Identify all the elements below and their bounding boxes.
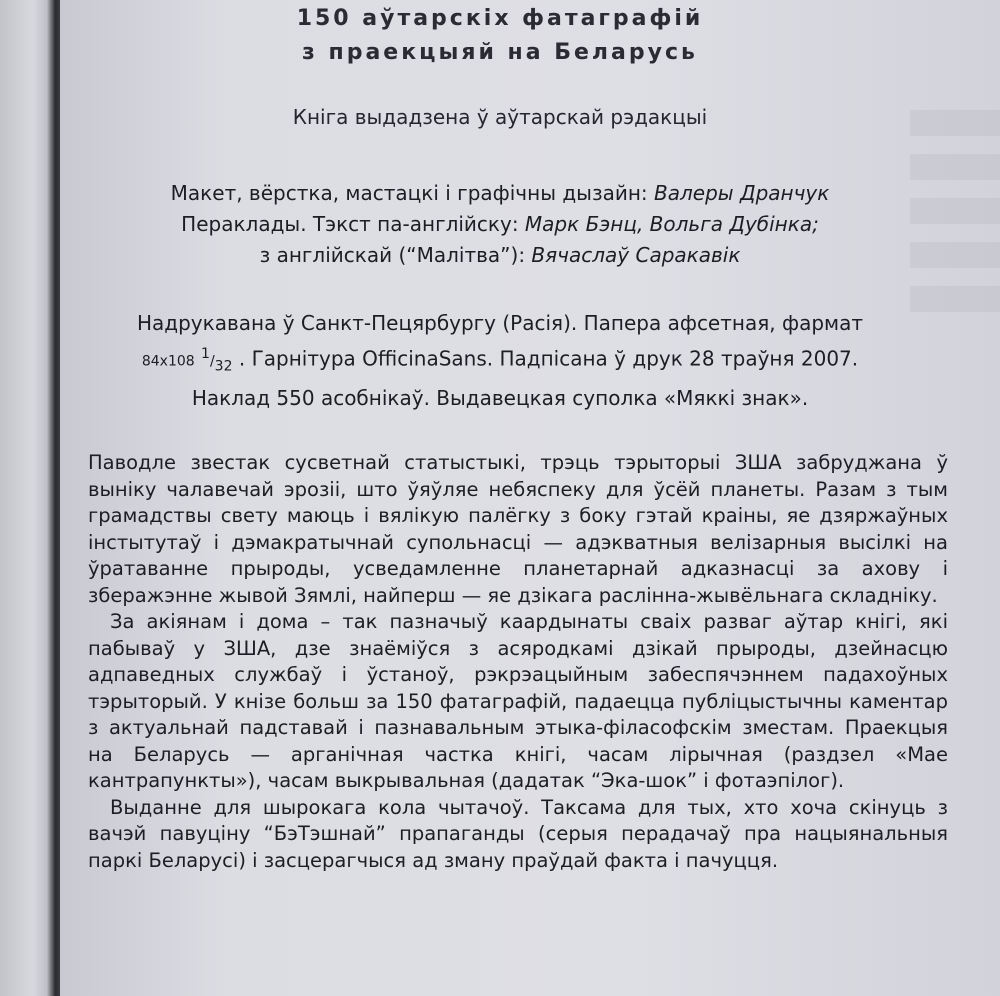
credit-prayer-label: з англійскай (“Малітва”): — [259, 243, 526, 267]
subtitle-line-1: 150 аўтарскіх фатаграфій — [296, 6, 704, 31]
imprint-line-2-rest: . Гарнітура OfficinaSans. Падпісана ў друк 28 траўня 2007. — [238, 346, 859, 371]
subtitle-line-2: з праекцыяй на Беларусь — [302, 40, 698, 65]
credit-prayer — [0, 240, 1000, 271]
credit-translation-label: Пераклады. Тэкст па-англійску: — [181, 212, 519, 236]
credit-layout-label: Макет, вёрстка, мастацкі і графічны дызайн: — [170, 181, 648, 205]
format-denominator: 32 — [214, 358, 233, 375]
credits-block — [0, 178, 1000, 271]
book-spine — [0, 0, 60, 996]
annotation-text — [88, 450, 948, 874]
format-numerator: 1 — [201, 346, 210, 362]
credit-translation — [0, 209, 1000, 240]
credit-layout-name: Валеры Дранчук — [654, 181, 830, 205]
format-main: 84x108 — [141, 353, 195, 370]
credit-layout — [0, 178, 1000, 209]
annotation-paragraph-2: За акіянам і дома – так пазначыў каардынаты сваіх разваг аўтар кнігі, які пабываў у ЗША, дзе знаёміўся з асяродкамі дзікай прыроды, дзейнасцю адпаведных службаў і ўстаноў, рэкрэацыйным забеспячэннем падахоўных тэрыторый. У кнізе больш за 150 фатаграфій, падаецца публіцыстычны каментар з актуальнай падставай і пазнавальным этыка-філасофскім зместам. Праекцыя на Беларусь — арганічная частка кнігі, часам лірычная (раздзел «Мае кантрапункты»), часам выкрывальная (дадатак “Эка-шок” і фотаэпілог). — [88, 610, 948, 792]
imprint-line-1: Надрукавана ў Санкт-Пецярбургу (Расія). Папера афсетная, фармат — [136, 311, 864, 335]
edition-note: Кніга выдадзена ў аўтарскай рэдакцыі — [292, 105, 708, 129]
credit-translation-names: Марк Бэнц, Вольга Дубінка; — [524, 212, 819, 236]
imprint-block — [0, 308, 1000, 414]
imprint-line-3: Наклад 550 асобнікаў. Выдавецкая суполка «Мяккі знак». — [191, 385, 809, 410]
annotation-paragraph-1: Паводле звестак сусветнай статыстыкі, трэць тэрыторыі ЗША забруджана ў выніку чалавечай эрозіі, што ўяўляе небяспеку для ўсёй планеты. Разам з тым грамадствы свету маюць і вялікую палёгку з боку гэтай краіны, яе дзяржаўных інстытутаў і дэмакратычнай супольнасці — адэкватныя велізарныя высілкі на ўратаванне прыроды, усведамленне планетарнай адказнасці за ахову і зберажэнне жывой Зямлі, найперш — яе дзікага раслінна-жывёльнага складніку. — [88, 451, 948, 607]
credit-prayer-name: Вячаслаў Саракавік — [531, 243, 741, 267]
imprint-line-2: 84x108 $^1/_{32}$ . Гарнітура OfficinaSans. Падпісана ў друк 28 траўня 2007. — [141, 346, 859, 375]
annotation-paragraph-3: Выданне для шырокага кола чытачоў. Таксама для тых, хто хоча скінуць з вачэй павуціну “БэТэшнай” прапаганды (серыя перадачаў пра нацыянальныя паркі Беларусі) і засцерагчыся ад зману праўдай факта і пачуцця. — [88, 795, 948, 872]
